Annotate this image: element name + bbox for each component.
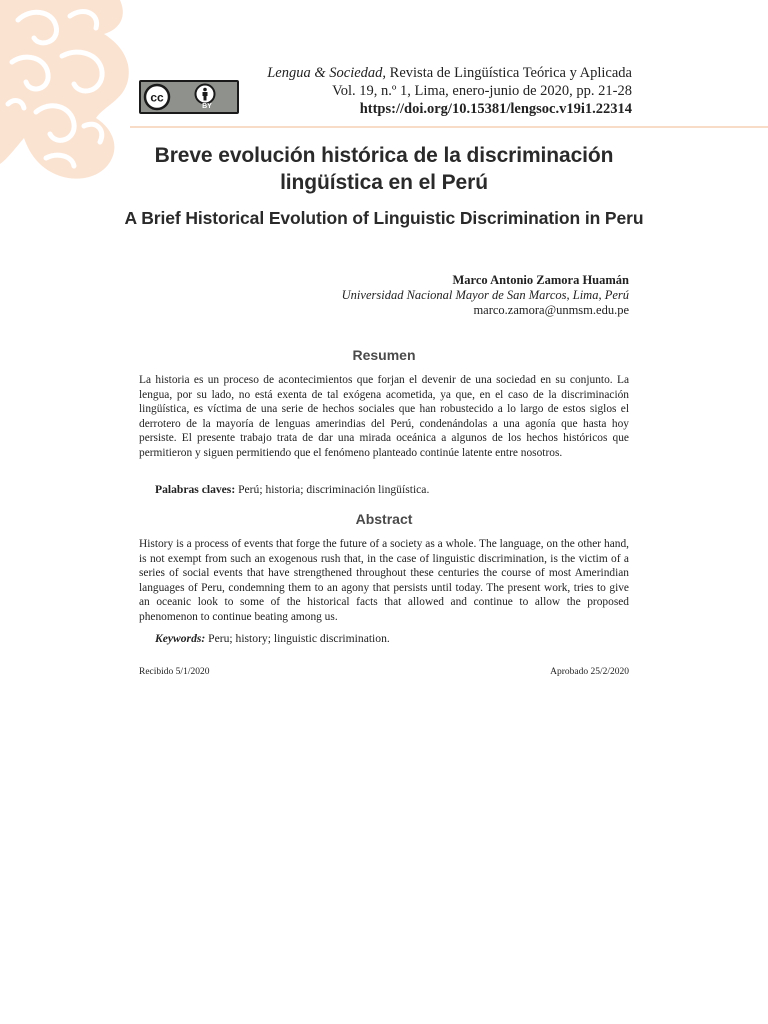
author-affiliation: Universidad Nacional Mayor de San Marcos, Lima, Perú: [341, 288, 629, 302]
keywords-label: Keywords:: [155, 632, 206, 645]
svg-text:cc: cc: [150, 90, 164, 105]
article-title: Breve evolución histórica de la discriminación lingüística en el Perú: [154, 144, 614, 194]
author-email[interactable]: marco.zamora@unmsm.edu.pe: [473, 303, 629, 317]
author-name: Marco Antonio Zamora Huamán: [452, 273, 629, 287]
journal-header: [267, 64, 632, 118]
article-title-english: A Brief Historical Evolution of Linguistic Discrimination in Peru: [124, 208, 644, 228]
abstract-heading: Abstract: [355, 511, 413, 527]
resumen-text: La historia es un proceso de acontecimientos que forjan el devenir de una sociedad en su conjunto. La lengua, por su lado, no está exenta de tal exógena acometida, ya que, en el caso de la discriminación lingüística, es víctima de una serie de hechos sociales que han robustecido a lo largo de estos siglos el derrotero de la mayoría de lenguas amerindias del Perú, condenándolas a una agonía que hasta hoy persiste. El presente trabajo trata de dar una mirada oceánica a algunos de los hechos históricos que permitieron y siguen permitiendo que el fenómeno planteado continúe latente entre nosotros.: [139, 374, 629, 459]
received-date: Recibido 5/1/2020: [139, 667, 210, 677]
by-label: BY: [202, 103, 212, 110]
journal-title-line: [267, 64, 632, 82]
doi-link[interactable]: https://doi.org/10.15381/lengsoc.v19i1.22314: [359, 101, 632, 117]
keywords-values: Peru; history; linguistic discrimination.: [205, 632, 390, 645]
journal-name: Lengua & Sociedad,: [267, 65, 387, 81]
journal-name-rest: Revista de Lingüística Teórica y Aplicada: [386, 65, 632, 81]
cc-by-license-badge[interactable]: [139, 80, 239, 114]
cc-icon: [145, 85, 169, 109]
attribution-person-icon: [196, 85, 215, 104]
palabras-claves-label: Palabras claves:: [155, 483, 236, 496]
journal-issue: Vol. 19, n.º 1, Lima, enero-junio de 2020, pp. 21-28: [332, 83, 632, 99]
author-block: [342, 273, 629, 318]
palabras-claves: [155, 482, 629, 497]
approved-date: Aprobado 25/2/2020: [550, 667, 629, 677]
abstract-text: History is a process of events that forge the future of a society as a whole. The language, on the other hand, is not exempt from such an exogenous rush that, in the case of linguistic discrimination, is the victim of a series of social events that have strengthened throughout these centuries the course of most Amerindian languages of Peru, condemning them to an agony that persists until today. The present work, tries to give an oceanic look to some of the historical facts that allowed and continue to allow the proposed phenomenon to continue beating among us.: [139, 538, 629, 623]
palabras-claves-values: Perú; historia; discriminación lingüística.: [235, 483, 430, 496]
header-rule: [130, 126, 768, 128]
resumen-heading: Resumen: [352, 347, 416, 363]
keywords: [155, 631, 629, 646]
submission-dates: [139, 667, 629, 677]
